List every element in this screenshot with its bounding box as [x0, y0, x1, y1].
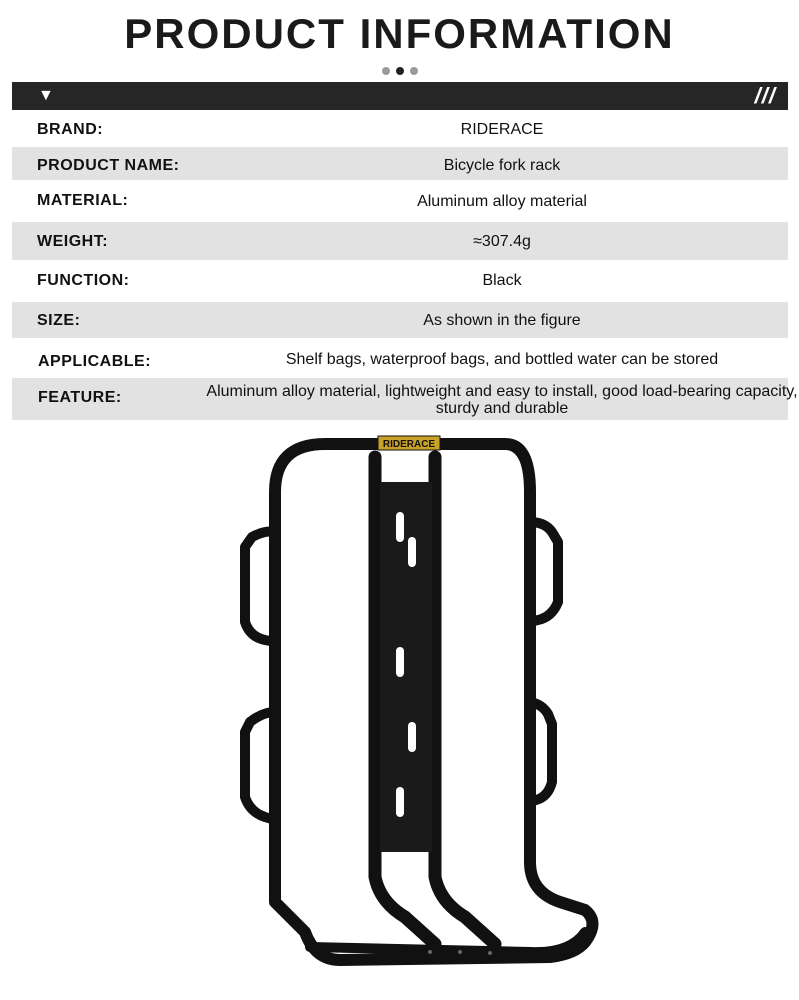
spec-row-function [12, 262, 788, 300]
spec-label: PRODUCT NAME: [37, 157, 180, 174]
triangle-down-icon: ▼ [38, 87, 54, 104]
spec-value: Black [482, 272, 522, 289]
spec-row-product-name [12, 147, 788, 180]
spec-value: RIDERACE [460, 121, 544, 138]
spec-label: MATERIAL: [37, 192, 129, 209]
spec-row-brand [12, 110, 788, 145]
spec-label: FUNCTION: [37, 272, 130, 289]
dot-3 [410, 67, 418, 75]
riderace-logo: RIDERACE [382, 439, 436, 450]
section-header-bar [12, 82, 788, 110]
spec-row-weight [12, 222, 788, 260]
spec-row-feature [12, 378, 798, 420]
spec-value: Aluminum alloy material [417, 193, 587, 210]
spec-value: ≈307.4g [473, 233, 531, 250]
spec-value: Aluminum alloy material, lightweight and easy to install, good load-bearing capacity, sturdy and durable [206, 383, 798, 417]
page-title: PRODUCT INFORMATION [124, 10, 675, 57]
pagination-dots [0, 62, 799, 80]
dot-1 [382, 67, 390, 75]
spec-row-material [12, 182, 788, 220]
spec-label: FEATURE: [38, 389, 122, 406]
spec-row-size [12, 302, 788, 338]
spec-row-applicable [12, 340, 788, 376]
dot-2 [396, 67, 404, 75]
fork-rack-image [230, 432, 610, 992]
spec-label: WEIGHT: [37, 233, 109, 250]
spec-value: Bicycle fork rack [443, 157, 561, 174]
spec-value: Shelf bags, waterproof bags, and bottled water can be stored [285, 351, 719, 368]
spec-label: SIZE: [37, 312, 81, 329]
spec-label: BRAND: [37, 121, 104, 138]
spec-label: APPLICABLE: [38, 353, 152, 370]
slash-decoration-icon: /// [754, 83, 776, 108]
spec-value: As shown in the figure [423, 312, 581, 329]
